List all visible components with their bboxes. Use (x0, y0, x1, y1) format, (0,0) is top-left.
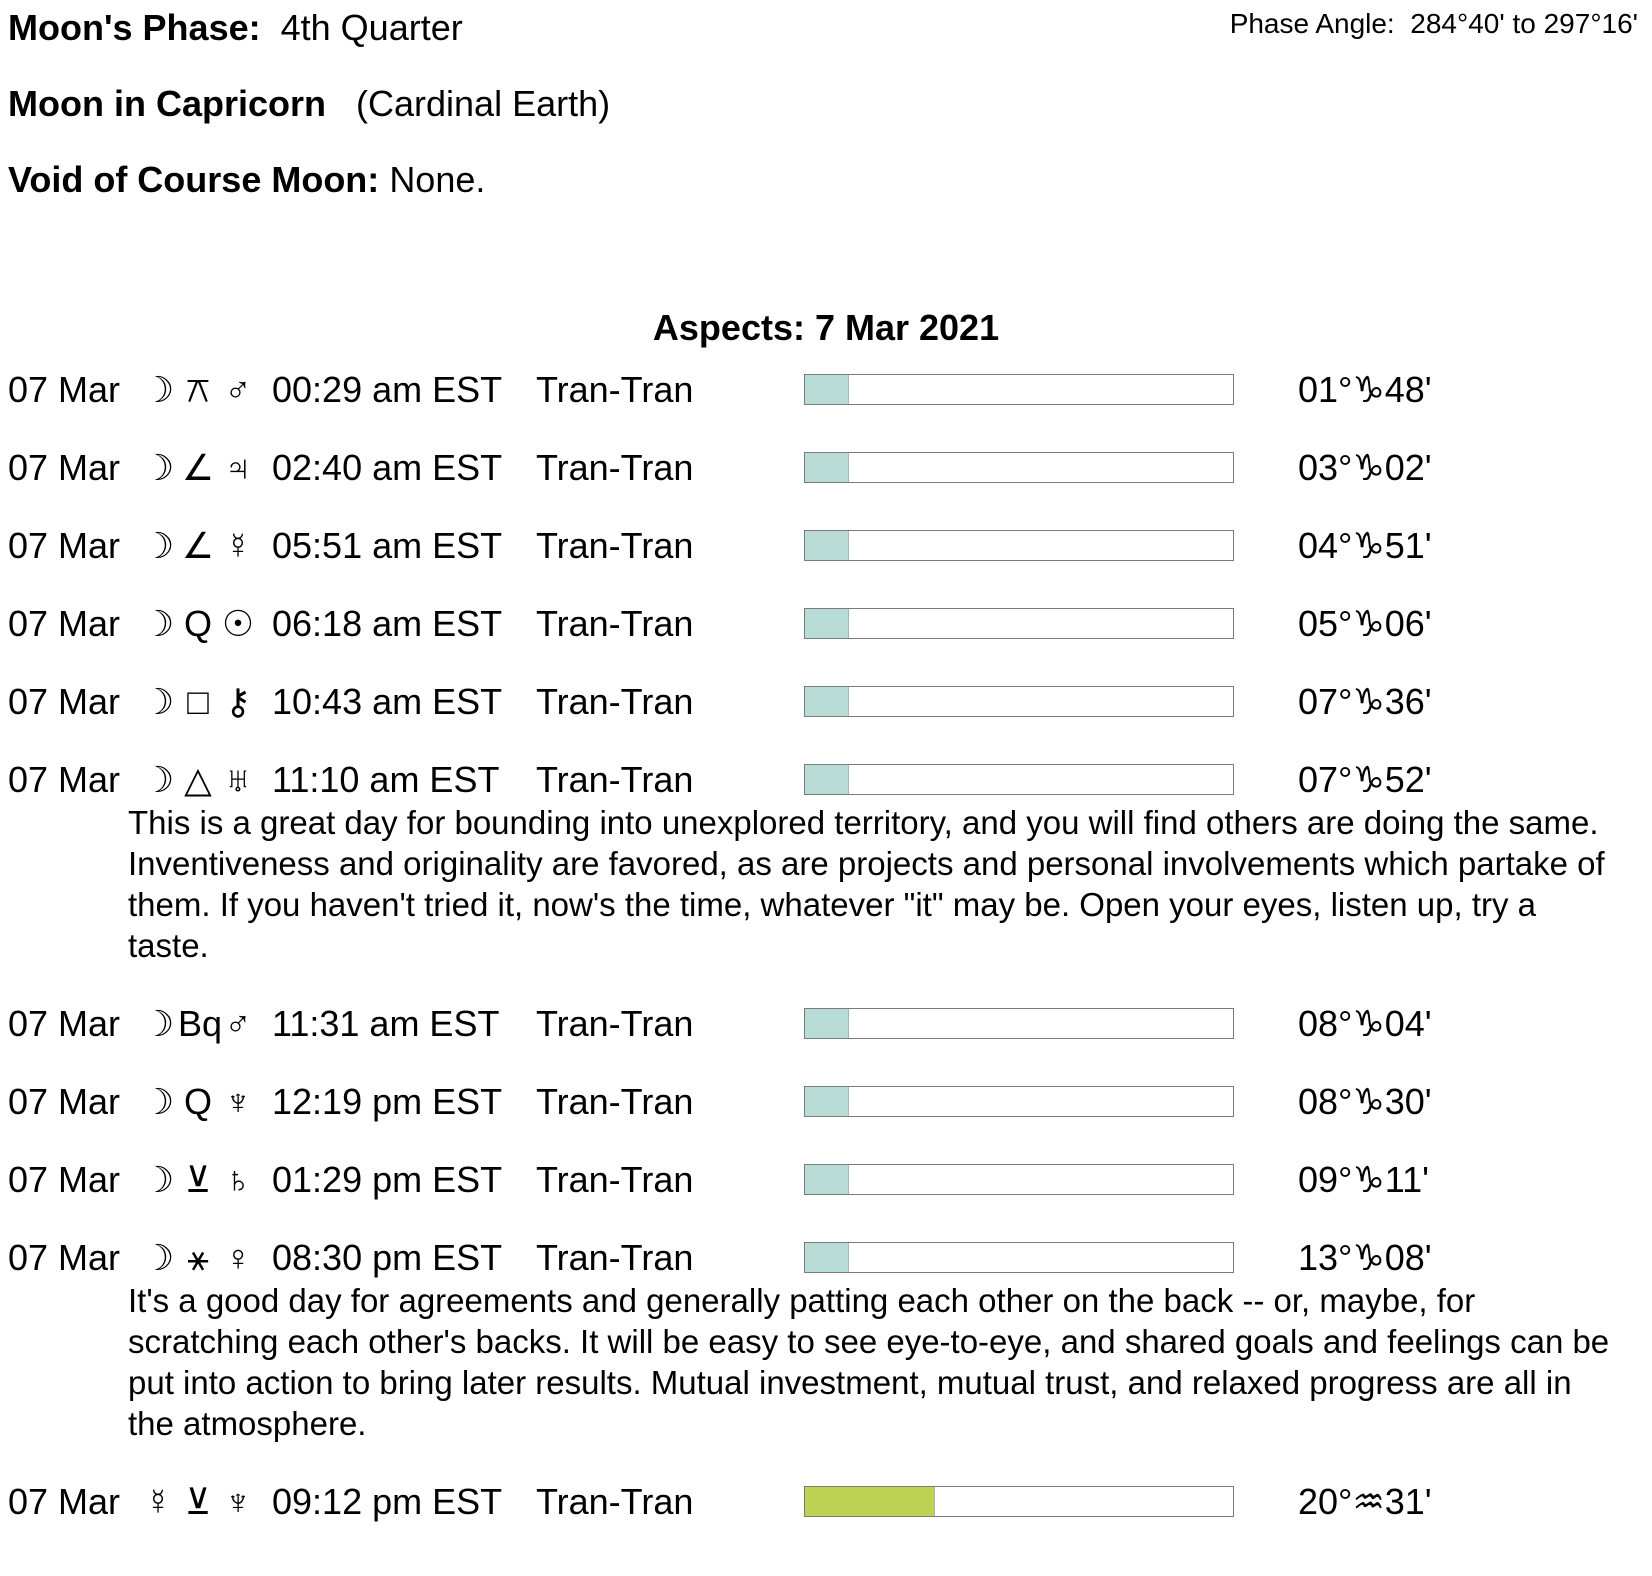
void-of-course-line (8, 160, 485, 200)
aspect-row (0, 448, 1652, 488)
planet-1-icon: ☽ (141, 447, 175, 488)
aspect-glyphs (138, 370, 258, 410)
phase-angle-value: 284°40' to 297°16' (1410, 8, 1638, 39)
strength-bar-fill (805, 453, 849, 482)
planet-2-icon: ♆ (224, 1481, 252, 1522)
aspect-glyphs (138, 760, 258, 800)
planet-1-icon: ☽ (141, 1003, 175, 1044)
strength-bar-fill (805, 1243, 849, 1272)
strength-bar-fill (805, 1087, 849, 1116)
phase-angle (1230, 8, 1638, 40)
aspect-kind: Tran-Tran (536, 759, 694, 800)
aspect-date: 07 Mar (8, 681, 121, 722)
planet-2-icon: ♀ (224, 1237, 252, 1278)
aspect-glyphs (138, 1238, 258, 1278)
aspect-glyphs (138, 1004, 258, 1044)
planet-1-icon: ☿ (144, 1481, 172, 1522)
strength-bar (804, 452, 1234, 483)
aspect-glyphs (138, 1160, 258, 1200)
aspect-time: 00:29 am EST (272, 369, 503, 410)
aspect-entry (0, 682, 1652, 722)
aspect-kind: Tran-Tran (536, 447, 694, 488)
aspect-glyphs (138, 448, 258, 488)
aspect-date: 07 Mar (8, 1481, 121, 1522)
moon-sign-label: Moon in Capricorn (8, 83, 326, 124)
strength-bar-fill (805, 609, 849, 638)
aspect-type-icon: Q (183, 603, 212, 644)
aspect-date: 07 Mar (8, 759, 121, 800)
aspects-title-text: Aspects: 7 Mar 2021 (652, 307, 1000, 348)
strength-bar-fill (805, 375, 849, 404)
aspect-date: 07 Mar (8, 447, 121, 488)
aspect-type-icon: Bq (178, 1003, 223, 1044)
aspect-row (0, 1160, 1652, 1200)
aspect-type-icon: ⚹ (187, 1237, 209, 1278)
planet-1-icon: ☽ (141, 681, 175, 722)
aspect-date: 07 Mar (8, 369, 121, 410)
aspect-entry (0, 370, 1652, 410)
aspect-kind: Tran-Tran (536, 1481, 694, 1522)
strength-bar-fill (805, 1165, 849, 1194)
aspect-row (0, 604, 1652, 644)
strength-bar (804, 1242, 1234, 1273)
planet-1-icon: ☽ (141, 369, 175, 410)
planet-1-icon: ☽ (141, 759, 175, 800)
planet-1-icon: ☽ (141, 603, 175, 644)
aspects-title (0, 308, 1652, 348)
void-of-course-value: None. (389, 159, 486, 200)
aspect-glyphs (138, 682, 258, 722)
moon-sign-element: (Cardinal Earth) (356, 83, 611, 124)
aspect-entry (0, 1082, 1652, 1122)
aspect-kind: Tran-Tran (536, 1237, 694, 1278)
aspect-date: 07 Mar (8, 1237, 121, 1278)
phase-angle-label: Phase Angle: (1229, 8, 1395, 39)
planet-2-icon: ♅ (224, 759, 252, 800)
aspect-time: 01:29 pm EST (272, 1159, 503, 1200)
aspect-description: This is a great day for bounding into unexplored territory, and you will find others are doing the same. Inventiveness and originality are favored, as are projects and personal involvements which partake of them. If you haven't tried it, now's the time, whatever "it" may be. Open your eyes, listen up, try a taste. (128, 804, 1605, 964)
aspect-glyphs (138, 604, 258, 644)
aspect-position: 07°♑36' (1298, 681, 1432, 722)
aspect-kind: Tran-Tran (536, 1081, 694, 1122)
strength-bar (804, 1086, 1234, 1117)
aspect-type-icon: ⊻ (184, 1159, 212, 1200)
aspect-time: 06:18 am EST (272, 603, 503, 644)
strength-bar-fill (805, 1009, 849, 1038)
aspect-position: 20°♒31' (1298, 1481, 1432, 1522)
aspect-position: 09°♑11' (1298, 1159, 1429, 1200)
strength-bar (804, 764, 1234, 795)
strength-bar-fill (805, 765, 849, 794)
strength-bar (804, 530, 1234, 561)
aspect-list (0, 370, 1652, 1522)
aspect-date: 07 Mar (8, 525, 121, 566)
aspect-type-icon: △ (184, 759, 212, 800)
aspect-description: It's a good day for agreements and generally patting each other on the back -- or, maybe, for scratching each other's backs. It will be easy to see eye-to-eye, and shared goals and feelings can be put into action to bring later results. Mutual investment, mutual trust, and relaxed progress are all in the atmosphere. (128, 1282, 1610, 1442)
strength-bar (804, 1486, 1234, 1517)
planet-1-icon: ☽ (141, 525, 175, 566)
aspect-kind: Tran-Tran (536, 603, 694, 644)
aspect-kind: Tran-Tran (536, 525, 694, 566)
strength-bar (804, 1164, 1234, 1195)
aspect-position: 08°♑04' (1298, 1003, 1432, 1044)
planet-1-icon: ☽ (141, 1159, 175, 1200)
aspect-row (0, 370, 1652, 410)
moon-sign-line (8, 84, 610, 124)
aspect-time: 11:31 am EST (272, 1003, 500, 1044)
planet-2-icon: ☉ (221, 603, 255, 644)
aspect-type-icon: ∠ (181, 525, 215, 566)
aspect-entry (0, 760, 1652, 966)
moon-phase-label: Moon's Phase: (8, 7, 261, 48)
planet-2-icon: ♃ (224, 447, 252, 488)
strength-bar (804, 374, 1234, 405)
aspect-row (0, 1082, 1652, 1122)
aspect-position: 05°♑06' (1298, 603, 1432, 644)
aspect-time: 09:12 pm EST (272, 1481, 503, 1522)
aspect-date: 07 Mar (8, 603, 121, 644)
aspect-row (0, 682, 1652, 722)
planet-2-icon: ♂ (224, 1003, 252, 1044)
aspect-date: 07 Mar (8, 1081, 121, 1122)
aspect-kind: Tran-Tran (536, 681, 694, 722)
aspect-row (0, 1004, 1652, 1044)
aspect-kind: Tran-Tran (536, 369, 694, 410)
aspect-position: 07°♑52' (1298, 759, 1432, 800)
aspect-date: 07 Mar (8, 1003, 121, 1044)
moon-phase-line (8, 8, 463, 48)
aspect-position: 04°♑51' (1298, 525, 1432, 566)
aspect-time: 10:43 am EST (272, 681, 503, 722)
aspect-time: 05:51 am EST (272, 525, 503, 566)
aspect-entry (0, 1004, 1652, 1044)
aspect-glyphs (138, 1482, 258, 1522)
strength-bar-fill (805, 531, 849, 560)
aspect-entry (0, 526, 1652, 566)
planet-2-icon: ☿ (224, 525, 252, 566)
aspect-row (0, 526, 1652, 566)
aspect-date: 07 Mar (8, 1159, 121, 1200)
aspect-row (0, 1482, 1652, 1522)
aspect-row (0, 1238, 1652, 1278)
aspect-time: 08:30 pm EST (272, 1237, 503, 1278)
aspect-glyphs (138, 1082, 258, 1122)
planet-2-icon: ♆ (224, 1081, 252, 1122)
strength-bar (804, 1008, 1234, 1039)
aspect-position: 03°♑02' (1298, 447, 1432, 488)
aspect-kind: Tran-Tran (536, 1159, 694, 1200)
planet-2-icon: ⚷ (224, 681, 252, 722)
aspect-position: 08°♑30' (1298, 1081, 1432, 1122)
aspect-time: 11:10 am EST (272, 759, 500, 800)
planet-2-icon: ♄ (224, 1159, 252, 1200)
moon-phase-value: 4th Quarter (280, 7, 463, 48)
aspect-entry (0, 448, 1652, 488)
aspect-type-icon: ∠ (181, 447, 215, 488)
aspect-entry (0, 1238, 1652, 1444)
planet-1-icon: ☽ (141, 1081, 175, 1122)
aspect-entry (0, 604, 1652, 644)
aspect-position: 13°♑08' (1298, 1237, 1432, 1278)
aspect-type-icon: Q (183, 1081, 212, 1122)
strength-bar-fill (805, 1487, 935, 1516)
aspect-time: 02:40 am EST (272, 447, 503, 488)
aspect-kind: Tran-Tran (536, 1003, 694, 1044)
aspect-type-icon: □ (187, 681, 209, 722)
planet-2-icon: ♂ (224, 369, 252, 410)
strength-bar (804, 686, 1234, 717)
aspect-row (0, 760, 1652, 800)
void-of-course-label: Void of Course Moon: (8, 159, 380, 200)
planet-1-icon: ☽ (141, 1237, 175, 1278)
strength-bar (804, 608, 1234, 639)
strength-bar-fill (805, 687, 849, 716)
aspect-type-icon: ⊻ (184, 1481, 212, 1522)
aspect-position: 01°♑48' (1298, 369, 1432, 410)
aspect-glyphs (138, 526, 258, 566)
aspect-time: 12:19 pm EST (272, 1081, 503, 1122)
aspect-entry (0, 1160, 1652, 1200)
aspect-entry (0, 1482, 1652, 1522)
aspect-type-icon: ⚻ (186, 369, 210, 410)
